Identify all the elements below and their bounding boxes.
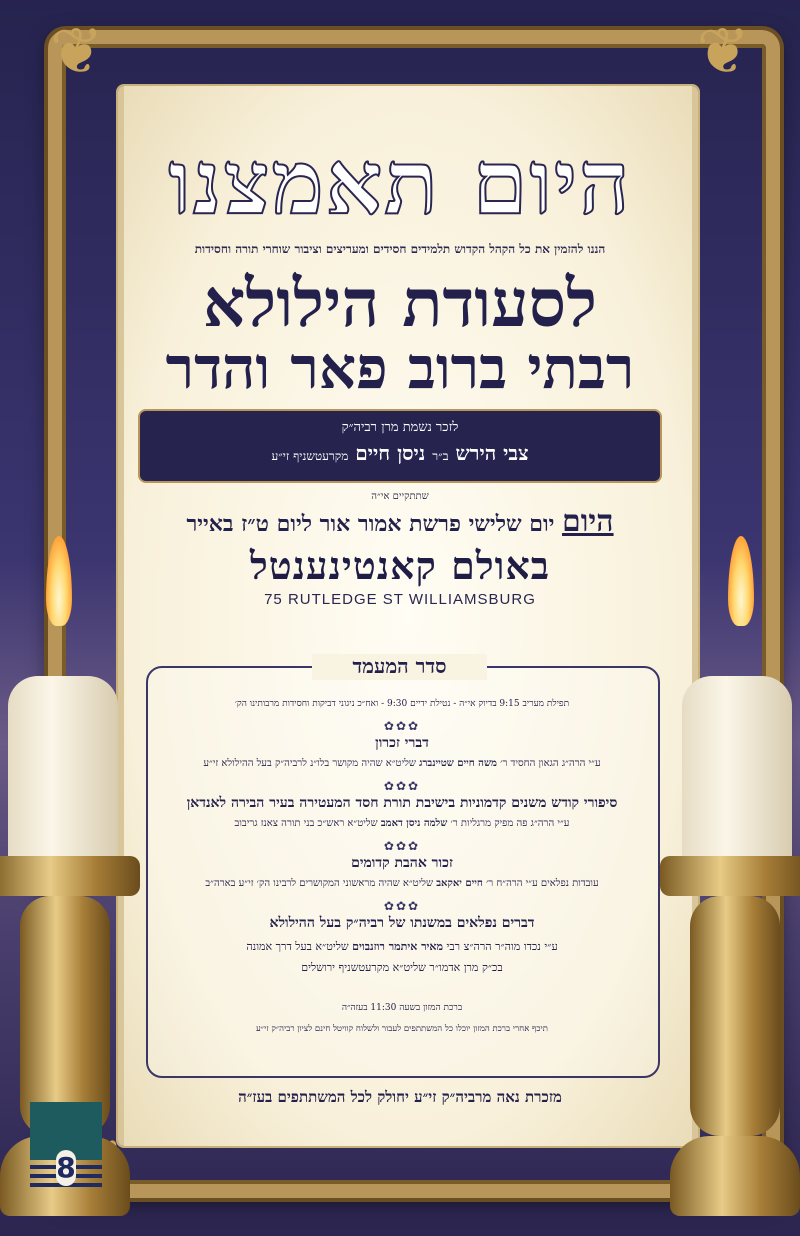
divider-ornament-icon: ✿✿✿ <box>383 779 421 793</box>
section-speaker-line2: בכ״ק מרן אדמו״ר שליט״א מקרעטשניף ירושלים <box>301 961 503 974</box>
candlestick-base <box>670 1136 800 1216</box>
speaker-name: מאיר איתמר רוזנבוים <box>352 940 443 953</box>
section-speaker <box>152 940 652 953</box>
candle-wax <box>8 676 118 876</box>
candle-wax <box>682 676 792 876</box>
candlestick <box>0 856 140 896</box>
event-title-line1: לסעודת הילולא <box>203 264 597 342</box>
section-title: סיפורי קודש משנים קדמוניות בישיבת תורת חסד המעטירה בעיר הבירה לאנדאן <box>186 795 618 811</box>
invitation-line: הננו להזמין את כל הקהל הקדוש תלמידים חסידים ומעריצים וציבור שוחרי תורה וחסידות <box>194 242 606 256</box>
speaker-prefix: ע״י הרה״ג הגאון החסיד ר׳ <box>500 758 601 769</box>
poster-content <box>130 96 670 608</box>
memorial-name-ben: ב״ר <box>432 449 449 464</box>
section-title: זכור אהבת קדומים <box>351 855 453 871</box>
program-title: סדר המעמד <box>312 654 487 680</box>
schedule-line: תפילת מעריב 9:15 בדיוק אי״ה - נטילת ידיים 9:30 - ואח״כ ניגוני דביקות וחסידות מרבותינו הק׳ <box>234 699 570 709</box>
program-list <box>152 688 652 1034</box>
memorial-name-suffix: מקרעטשניף זי״ע <box>271 449 349 464</box>
speaker-name: חיים יאקאב <box>436 878 483 889</box>
will-take-place: שתתקיים אי״ה <box>371 491 429 503</box>
scroll-ornament-icon: ❦ <box>50 15 104 89</box>
candlestick <box>690 896 780 1136</box>
page-title: היום תאמצנו <box>168 130 632 234</box>
after-meal-note: תיכף אחרי ברכת המזון יוכלו כל המשתתפים לעבור ולשלוח קוויטל חינם לציון רביה״ק זי״ע <box>256 1024 548 1034</box>
memorial-name-father: ניסן חיים <box>355 441 426 466</box>
souvenir-note: מזכרת נאה מרביה״ק זי״ע יחולק לכל המשתתפים בעז״ה <box>238 1088 562 1106</box>
venue-hall: באולם קאנטינענטל <box>249 543 551 589</box>
memorial-name-main: צבי הירש <box>455 441 529 466</box>
speaker-name: משה חיים שטיינברג <box>419 758 497 769</box>
flame-icon <box>728 536 754 626</box>
candlestick <box>20 896 110 1136</box>
meal-time: ברכת המזון בשעה 11:30 בעזה״ה <box>341 1003 463 1013</box>
speaker-name: שלמה ניסן דאמב <box>380 818 448 829</box>
date-text: יום שלישי פרשת אמור אור ליום ט״ז באייר <box>186 511 555 538</box>
speaker-suffix: שליט״א שהיה מקושר בלו״נ לרביה״ק בעל ההילולא זי״ע <box>203 758 416 769</box>
logo <box>30 1102 102 1210</box>
speaker-prefix: ע״י הרה״ג פה מפיק מרגליות ר׳ <box>450 818 570 829</box>
flame-icon <box>46 536 72 626</box>
speaker-suffix: שליט״א בעל דרך אמונה <box>246 940 349 953</box>
event-date <box>130 504 670 539</box>
speaker-prefix: ע״י נכדו מוה״ר הרה״צ רבי <box>446 940 558 953</box>
speaker-suffix: שליט״א שהיה מראשוני המקושרים לרבינו הק׳ זי״ע בארה״ב <box>205 878 434 889</box>
divider-ornament-icon: ✿✿✿ <box>383 719 421 733</box>
speaker-suffix: שליט״א ראש״כ בני תורה צאנז גריבוב <box>234 818 378 829</box>
divider-ornament-icon: ✿✿✿ <box>383 899 421 913</box>
memorial-name <box>140 441 660 466</box>
section-speaker <box>152 878 652 889</box>
logo-digit: 8 <box>56 1151 76 1184</box>
section-title: דברים נפלאים במשנתו של רביה״ק בעל ההילולא <box>269 915 535 931</box>
section-title: דברי זכרון <box>375 735 429 751</box>
memorial-banner <box>140 411 660 481</box>
event-title-line2: רבתי ברוב פאר והדר <box>165 334 635 403</box>
speaker-prefix: עובדות נפלאים ע״י הרה״ח ר׳ <box>485 878 599 889</box>
candle-right <box>660 536 800 1236</box>
section-speaker <box>152 818 652 829</box>
divider-ornament-icon: ✿✿✿ <box>383 839 421 853</box>
venue-address: 75 RUTLEDGE ST WILLIAMSBURG <box>264 591 536 609</box>
section-speaker <box>152 758 652 769</box>
hayom-label: היום <box>562 504 614 540</box>
scroll-ornament-icon: ❦ <box>696 15 750 89</box>
candlestick <box>660 856 800 896</box>
memorial-line: לזכר נשמת מרן רביה״ק <box>341 420 459 436</box>
